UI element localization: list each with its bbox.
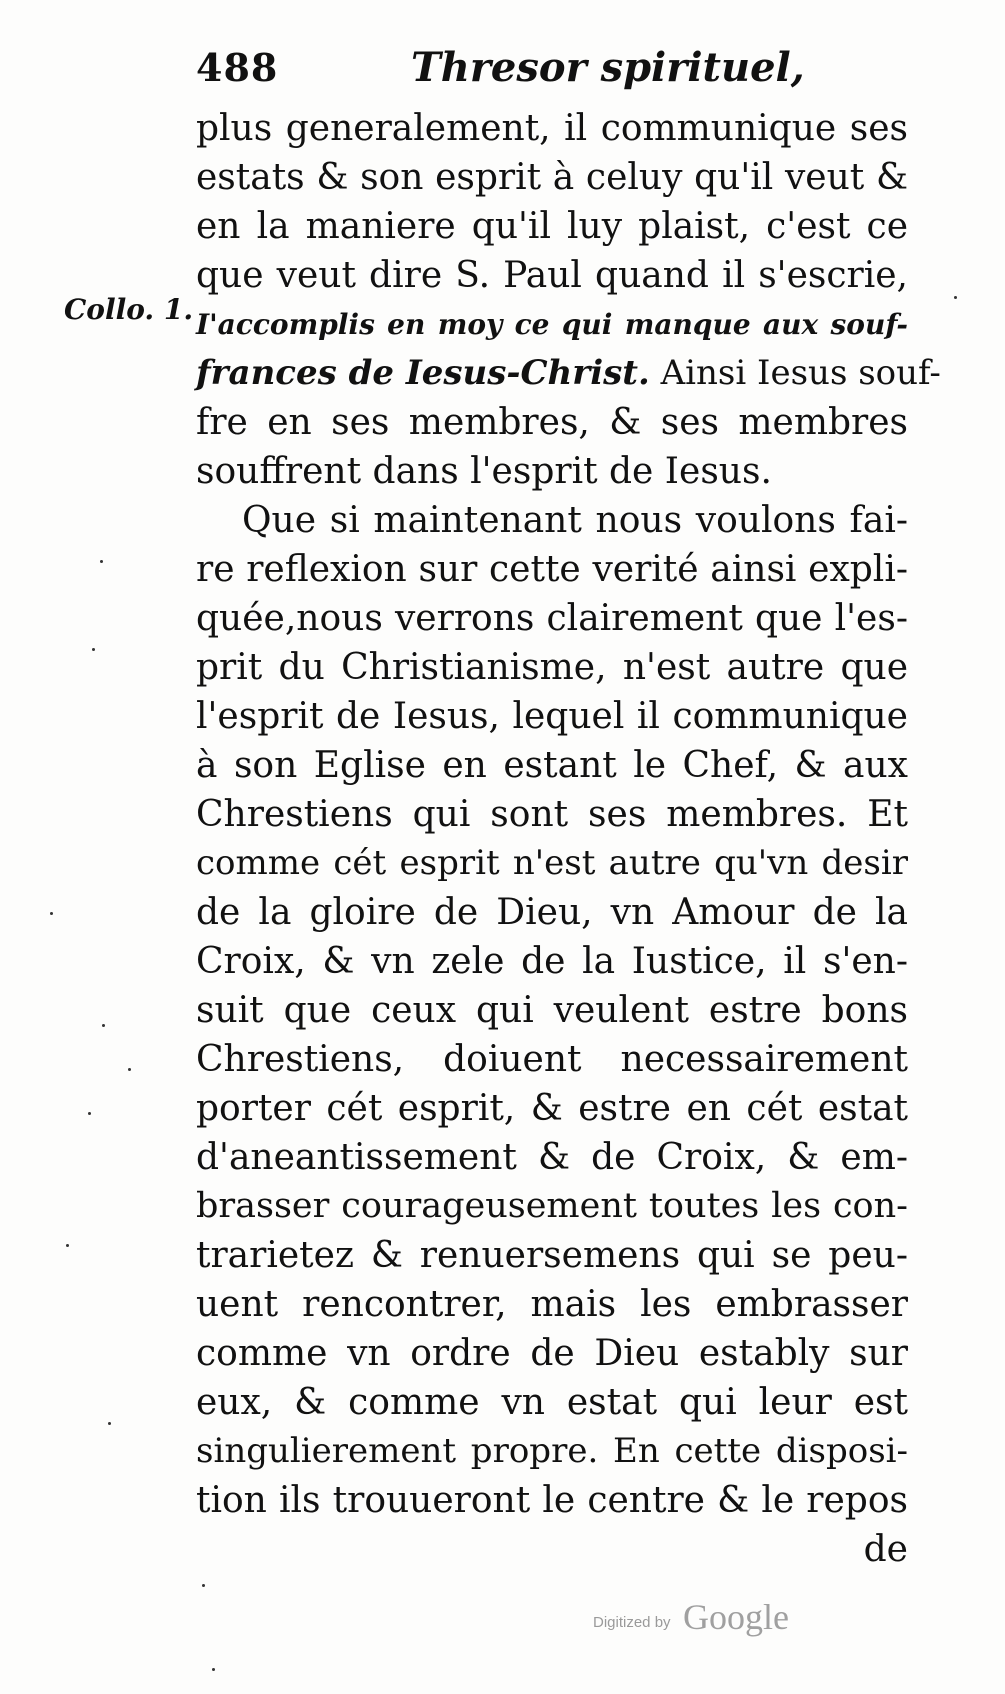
page-number: 488 xyxy=(196,45,279,90)
ink-speck xyxy=(102,1024,105,1027)
text-line: eux, & comme vn estat qui leur est xyxy=(196,1382,908,1423)
running-title: Thresor spirituel, xyxy=(411,44,805,91)
text-line: trarietez & renuersemens qui se peu- xyxy=(196,1235,908,1276)
text-line: en la maniere qu'il luy plaist, c'est ce xyxy=(196,206,908,247)
text-line: comme vn ordre de Dieu estably sur xyxy=(196,1333,908,1374)
text-line: re reflexion sur cette verité ainsi expli- xyxy=(196,549,908,590)
catchword: de xyxy=(863,1529,908,1570)
text-line: Chrestiens qui sont ses membres. Et xyxy=(196,794,908,835)
text-line: frances de Iesus-Christ. Ainsi Iesus souf- xyxy=(196,353,941,393)
text-line: fre en ses membres, & ses membres xyxy=(196,402,908,443)
ink-speck xyxy=(100,560,103,563)
page-header xyxy=(196,42,896,94)
watermark-prefix: Digitized by xyxy=(593,1614,671,1631)
ink-speck xyxy=(66,1244,69,1247)
text-line: singulierement propre. En cette disposi- xyxy=(196,1431,908,1471)
ink-speck xyxy=(128,1068,131,1071)
text-line: comme cét esprit n'est autre qu'vn desir xyxy=(196,843,908,883)
text-line: souffrent dans l'esprit de Iesus. xyxy=(196,451,772,492)
ink-speck xyxy=(954,296,957,299)
text-line: plus generalement, il communique ses xyxy=(196,108,908,149)
ink-speck xyxy=(202,1584,205,1587)
text-line: d'aneantissement & de Croix, & em- xyxy=(196,1137,908,1178)
text-line: uent rencontrer, mais les embrasser xyxy=(196,1284,908,1325)
text-line: estats & son esprit à celuy qu'il veut & xyxy=(196,157,908,198)
text-line: Chrestiens, doiuent necessairement xyxy=(196,1039,908,1080)
ink-speck xyxy=(212,1668,215,1671)
ink-speck xyxy=(50,912,53,915)
google-logo: Google xyxy=(683,1597,789,1637)
text-line: à son Eglise en estant le Chef, & aux xyxy=(196,745,908,786)
text-line: que veut dire S. Paul quand il s'escrie, xyxy=(196,255,908,296)
ink-speck xyxy=(92,648,95,651)
text-line: suit que ceux qui veulent estre bons xyxy=(196,990,908,1031)
text-line: quée,nous verrons clairement que l'es- xyxy=(196,598,908,639)
text-line: l'esprit de Iesus, lequel il communique xyxy=(196,696,908,737)
text-line: porter cét esprit, & estre en cét estat xyxy=(196,1088,908,1129)
text-line: tion ils trouueront le centre & le repos xyxy=(196,1480,908,1521)
text-line: brasser courageusement toutes les con- xyxy=(196,1186,908,1226)
ink-speck xyxy=(88,1112,91,1115)
digitized-watermark xyxy=(593,1596,923,1646)
text-line: Croix, & vn zele de la Iustice, il s'en- xyxy=(196,941,908,982)
text-line: de la gloire de Dieu, vn Amour de la xyxy=(196,892,908,933)
body-text xyxy=(196,104,941,1574)
ink-speck xyxy=(108,1422,111,1425)
quotation-text: frances de Iesus-Christ. xyxy=(196,353,650,393)
margin-note-citation: Collo. 1. xyxy=(64,293,194,326)
text-line: prit du Christianisme, n'est autre que xyxy=(196,647,908,688)
text-line-paragraph-start: Que si maintenant nous voulons fai- xyxy=(242,500,908,541)
text-line-quotation: I'accomplis en moy ce qui manque aux souf- xyxy=(196,308,908,341)
